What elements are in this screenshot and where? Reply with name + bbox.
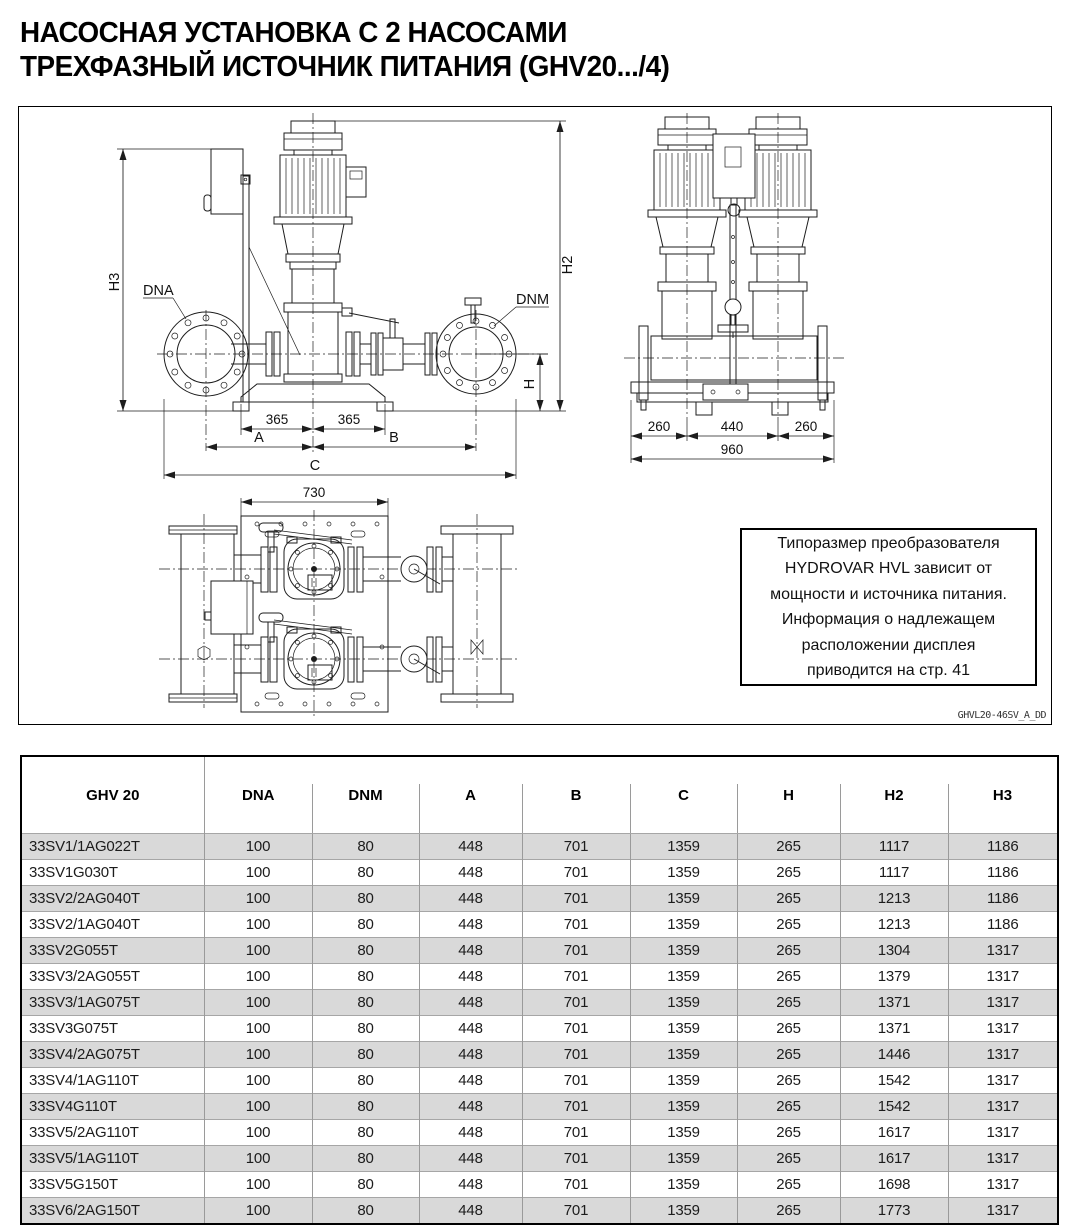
table-row	[21, 938, 1058, 964]
value-cell: 100	[204, 938, 312, 964]
table-row	[21, 1042, 1058, 1068]
table-row	[21, 1172, 1058, 1198]
value-cell: 1617	[840, 1120, 948, 1146]
table-row	[21, 1016, 1058, 1042]
col-header-h2: H2	[840, 756, 948, 834]
value-cell: 1371	[840, 1016, 948, 1042]
drawing-panel	[18, 106, 1052, 725]
model-cell: 33SV2/2AG040T	[21, 886, 204, 912]
value-cell: 1304	[840, 938, 948, 964]
value-cell: 701	[522, 938, 630, 964]
value-cell: 265	[737, 860, 840, 886]
note-line: мощности и источника питания.	[770, 585, 1007, 603]
table-row	[21, 990, 1058, 1016]
value-cell: 1773	[840, 1198, 948, 1225]
model-cell: 33SV6/2AG150T	[21, 1198, 204, 1225]
value-cell: 265	[737, 886, 840, 912]
value-cell: 1186	[948, 834, 1058, 860]
label-dnm: DNM	[516, 292, 550, 308]
value-cell: 448	[419, 1094, 522, 1120]
value-cell: 265	[737, 1172, 840, 1198]
value-cell: 1317	[948, 1198, 1058, 1225]
model-cell: 33SV2G055T	[21, 938, 204, 964]
value-cell: 1359	[630, 1094, 737, 1120]
model-cell: 33SV1/1AG022T	[21, 834, 204, 860]
value-cell: 1617	[840, 1146, 948, 1172]
value-cell: 448	[419, 834, 522, 860]
col-header-b: B	[522, 756, 630, 834]
col-header-dna: DNA	[204, 756, 312, 834]
table-row	[21, 1068, 1058, 1094]
value-cell: 1359	[630, 938, 737, 964]
value-cell: 1213	[840, 912, 948, 938]
model-cell: 33SV4/1AG110T	[21, 1068, 204, 1094]
table-row	[21, 886, 1058, 912]
value-cell: 701	[522, 1042, 630, 1068]
top-dimensions	[241, 485, 388, 516]
value-cell: 100	[204, 834, 312, 860]
table-row	[21, 1198, 1058, 1225]
value-cell: 1117	[840, 834, 948, 860]
value-cell: 1317	[948, 1120, 1058, 1146]
col-header-c: C	[630, 756, 737, 834]
value-cell: 1359	[630, 1120, 737, 1146]
value-cell: 100	[204, 912, 312, 938]
value-cell: 265	[737, 938, 840, 964]
value-cell: 80	[312, 1146, 419, 1172]
note-line: приводится на стр. 41	[807, 662, 970, 679]
value-cell: 701	[522, 1068, 630, 1094]
value-cell: 1542	[840, 1068, 948, 1094]
value-cell: 80	[312, 1094, 419, 1120]
value-cell: 265	[737, 964, 840, 990]
value-cell: 1317	[948, 1094, 1058, 1120]
value-cell: 1359	[630, 834, 737, 860]
table-row	[21, 1120, 1058, 1146]
value-cell: 1359	[630, 1172, 737, 1198]
table-row	[21, 1094, 1058, 1120]
value-cell: 100	[204, 1068, 312, 1094]
value-cell: 448	[419, 1172, 522, 1198]
front-view	[107, 113, 576, 479]
value-cell: 1698	[840, 1172, 948, 1198]
value-cell: 1359	[630, 860, 737, 886]
dim-label-c: C	[309, 458, 321, 474]
value-cell: 448	[419, 912, 522, 938]
spec-table	[20, 755, 1059, 1225]
value-cell: 1446	[840, 1042, 948, 1068]
value-cell: 1359	[630, 912, 737, 938]
value-cell: 80	[312, 1042, 419, 1068]
value-cell: 80	[312, 1016, 419, 1042]
value-cell: 1359	[630, 1016, 737, 1042]
value-cell: 80	[312, 1068, 419, 1094]
value-cell: 1186	[948, 886, 1058, 912]
page-title-line2: ТРЕХФАЗНЫЙ ИСТОЧНИК ПИТАНИЯ (GHV20.../4)	[20, 51, 670, 83]
col-header-dnm: DNM	[312, 756, 419, 834]
value-cell: 1359	[630, 1068, 737, 1094]
value-cell: 1317	[948, 964, 1058, 990]
value-cell: 1317	[948, 1068, 1058, 1094]
label-dna: DNA	[143, 283, 174, 299]
model-cell: 33SV4/2AG075T	[21, 1042, 204, 1068]
model-cell: 33SV5G150T	[21, 1172, 204, 1198]
value-cell: 1379	[840, 964, 948, 990]
value-cell: 100	[204, 1172, 312, 1198]
value-cell: 100	[204, 1042, 312, 1068]
value-cell: 701	[522, 1172, 630, 1198]
value-cell: 80	[312, 990, 419, 1016]
dim-label-260-right: 260	[794, 419, 818, 434]
front-dimensions	[107, 121, 576, 479]
value-cell: 80	[312, 886, 419, 912]
value-cell: 1359	[630, 1146, 737, 1172]
note-line: HYDROVAR HVL зависит от	[784, 560, 993, 577]
value-cell: 1317	[948, 938, 1058, 964]
value-cell: 701	[522, 1120, 630, 1146]
value-cell: 80	[312, 860, 419, 886]
col-header-a: A	[419, 756, 522, 834]
value-cell: 1317	[948, 1042, 1058, 1068]
model-cell: 33SV3/1AG075T	[21, 990, 204, 1016]
model-cell: 33SV1G030T	[21, 860, 204, 886]
top-view	[159, 485, 519, 717]
value-cell: 80	[312, 938, 419, 964]
value-cell: 448	[419, 990, 522, 1016]
value-cell: 448	[419, 938, 522, 964]
dim-label-h3: H3	[107, 272, 123, 292]
model-cell: 33SV3G075T	[21, 1016, 204, 1042]
value-cell: 1359	[630, 1042, 737, 1068]
value-cell: 701	[522, 1094, 630, 1120]
table-row	[21, 912, 1058, 938]
value-cell: 701	[522, 860, 630, 886]
dim-label-h2: H2	[560, 255, 576, 275]
value-cell: 265	[737, 1042, 840, 1068]
table-row	[21, 860, 1058, 886]
value-cell: 701	[522, 990, 630, 1016]
note-line: Информация о надлежащем	[781, 611, 996, 628]
model-cell: 33SV5/1AG110T	[21, 1146, 204, 1172]
model-cell: 33SV4G110T	[21, 1094, 204, 1120]
value-cell: 100	[204, 1016, 312, 1042]
value-cell: 448	[419, 1016, 522, 1042]
value-cell: 1359	[630, 990, 737, 1016]
value-cell: 1359	[630, 964, 737, 990]
page-title	[20, 16, 669, 84]
value-cell: 265	[737, 912, 840, 938]
value-cell: 80	[312, 1198, 419, 1225]
dim-label-960: 960	[720, 442, 744, 457]
value-cell: 100	[204, 1120, 312, 1146]
value-cell: 701	[522, 834, 630, 860]
col-header-h3: H3	[948, 756, 1058, 834]
value-cell: 265	[737, 1094, 840, 1120]
value-cell: 448	[419, 1120, 522, 1146]
col-header-h: H	[737, 756, 840, 834]
value-cell: 80	[312, 1120, 419, 1146]
value-cell: 265	[737, 834, 840, 860]
model-cell: 33SV2/1AG040T	[21, 912, 204, 938]
value-cell: 1317	[948, 990, 1058, 1016]
value-cell: 100	[204, 860, 312, 886]
value-cell: 701	[522, 912, 630, 938]
value-cell: 701	[522, 1146, 630, 1172]
value-cell: 265	[737, 1146, 840, 1172]
spec-table-header	[21, 756, 1058, 834]
value-cell: 100	[204, 1094, 312, 1120]
value-cell: 265	[737, 990, 840, 1016]
spec-table-body	[21, 834, 1058, 1225]
value-cell: 1359	[630, 1198, 737, 1225]
table-row	[21, 834, 1058, 860]
dim-label-730: 730	[302, 485, 326, 500]
value-cell: 448	[419, 1198, 522, 1225]
value-cell: 80	[312, 834, 419, 860]
value-cell: 265	[737, 1068, 840, 1094]
value-cell: 448	[419, 964, 522, 990]
value-cell: 100	[204, 990, 312, 1016]
value-cell: 1117	[840, 860, 948, 886]
value-cell: 1186	[948, 912, 1058, 938]
value-cell: 448	[419, 1146, 522, 1172]
value-cell: 1317	[948, 1172, 1058, 1198]
note-box	[740, 528, 1037, 686]
value-cell: 1213	[840, 886, 948, 912]
value-cell: 100	[204, 1146, 312, 1172]
value-cell: 100	[204, 886, 312, 912]
value-cell: 1359	[630, 886, 737, 912]
drawing-code: GHVL20-46SV_A_DD	[957, 710, 1046, 721]
value-cell: 100	[204, 964, 312, 990]
note-line: расположении дисплея	[801, 636, 976, 654]
model-cell: 33SV3/2AG055T	[21, 964, 204, 990]
model-cell: 33SV5/2AG110T	[21, 1120, 204, 1146]
value-cell: 265	[737, 1016, 840, 1042]
dim-label-260-left: 260	[647, 419, 671, 434]
col-header-ghv20: GHV 20	[21, 756, 204, 834]
dim-label-365-right: 365	[337, 412, 361, 427]
value-cell: 701	[522, 886, 630, 912]
dim-label-440: 440	[720, 419, 744, 434]
note-line: Типоразмер преобразователя	[777, 534, 1000, 552]
value-cell: 701	[522, 1198, 630, 1225]
value-cell: 448	[419, 860, 522, 886]
value-cell: 80	[312, 1172, 419, 1198]
value-cell: 265	[737, 1198, 840, 1225]
value-cell: 1186	[948, 860, 1058, 886]
dim-label-365-left: 365	[265, 412, 289, 427]
value-cell: 80	[312, 964, 419, 990]
value-cell: 100	[204, 1198, 312, 1225]
value-cell: 265	[737, 1120, 840, 1146]
value-cell: 448	[419, 1068, 522, 1094]
value-cell: 701	[522, 1016, 630, 1042]
value-cell: 1371	[840, 990, 948, 1016]
table-row	[21, 964, 1058, 990]
value-cell: 80	[312, 912, 419, 938]
table-row	[21, 1146, 1058, 1172]
side-view	[624, 113, 847, 463]
value-cell: 1542	[840, 1094, 948, 1120]
side-dimensions	[631, 400, 834, 463]
page-title-line1: НАСОСНАЯ УСТАНОВКА С 2 НАСОСАМИ	[20, 17, 567, 49]
value-cell: 1317	[948, 1016, 1058, 1042]
value-cell: 448	[419, 886, 522, 912]
value-cell: 1317	[948, 1146, 1058, 1172]
value-cell: 448	[419, 1042, 522, 1068]
value-cell: 701	[522, 964, 630, 990]
dim-label-a: A	[254, 430, 264, 446]
dim-label-b: B	[389, 430, 399, 446]
dim-label-h: H	[522, 378, 538, 390]
